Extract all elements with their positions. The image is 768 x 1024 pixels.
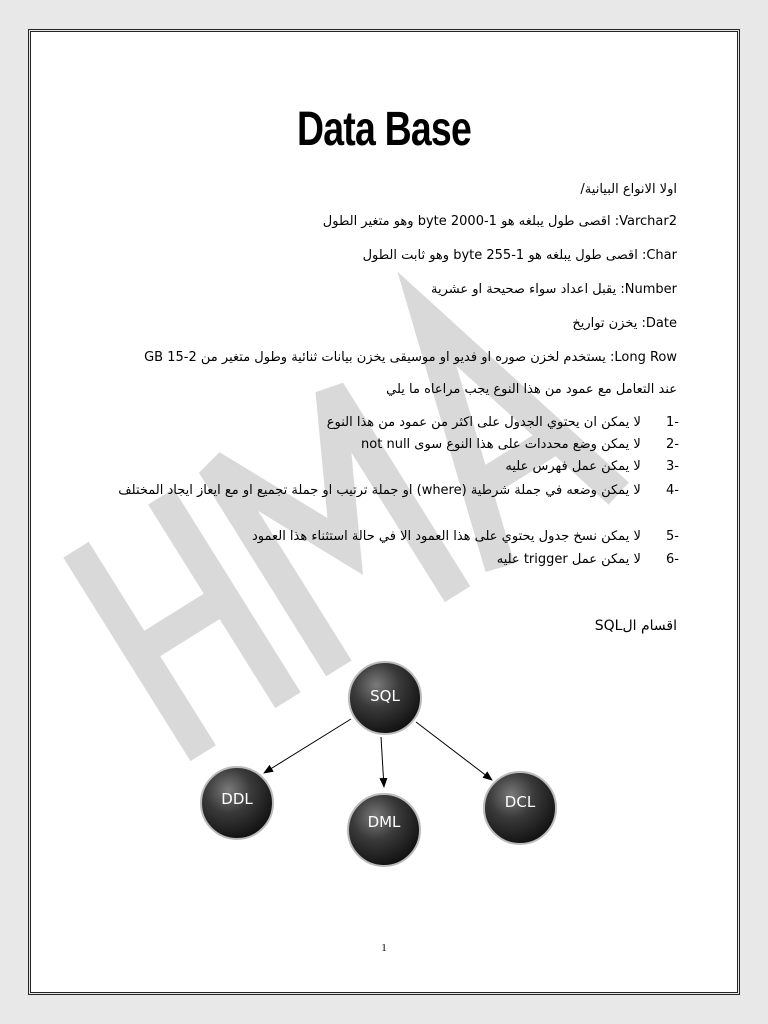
node-dcl: [484, 772, 556, 844]
sql-diagram: [31, 32, 738, 993]
arrow-sql-dml: [381, 737, 384, 787]
sql-parts-heading: اقسام الSQL: [594, 618, 677, 634]
type-name: Long Row: [614, 350, 677, 365]
rule-text: لا يمكن وضع محددات على هذا النوع سوى not null: [361, 437, 641, 452]
rule-number: -2: [666, 437, 679, 452]
types-heading: اولا الانواع البيانية/: [580, 182, 677, 197]
type-name: Number: [624, 282, 677, 297]
type-name: Varchar2: [619, 214, 677, 229]
type-name: Char: [646, 248, 677, 263]
node-ddl-label: DDL: [221, 790, 253, 808]
rule-text: لا يمكن نسخ جدول يحتوي على هذا العمود الا في حالة استثناء هذا العمود: [251, 529, 641, 544]
rules-intro: عند التعامل مع عمود من هذا النوع يجب مراعاه ما يلي: [386, 382, 677, 397]
page-number: 1: [381, 942, 387, 954]
node-dcl-label: DCL: [504, 793, 536, 811]
rule-number: -3: [666, 459, 679, 474]
document-page: [30, 31, 738, 993]
rule-number: -5: [666, 529, 679, 544]
node-dml-label: DML: [367, 813, 401, 831]
rule-number: -1: [666, 415, 679, 430]
type-desc: : اقصى طول يبلغه هو 1-255 byte وهو ثابت الطول: [362, 248, 647, 263]
rule-number: -6: [666, 552, 679, 567]
rule-text: لا يمكن عمل فهرس عليه: [505, 459, 641, 474]
node-ddl: [201, 767, 273, 839]
type-desc: : يخزن تواريخ: [572, 316, 646, 331]
rule-text: لا يمكن وضعه في جملة شرطية (where) او جملة ترتيب او جملة تجميع او مع ايعاز ايجاد المختلف: [118, 483, 641, 498]
page-title: Data Base: [296, 103, 472, 156]
type-desc: : يقبل اعداد سواء صحيحة او عشرية: [430, 282, 625, 297]
rule-text: لا يمكن عمل trigger عليه: [496, 552, 641, 567]
node-sql-label: SQL: [370, 687, 400, 705]
node-dml: [348, 794, 420, 866]
type-desc: : اقصى طول يبلغه هو 1-2000 byte وهو متغير الطول: [322, 214, 620, 229]
node-sql: [349, 662, 421, 734]
type-name: Date: [645, 316, 677, 331]
arrow-sql-dcl: [416, 722, 492, 780]
rule-number: -4: [666, 483, 679, 498]
arrow-sql-ddl: [264, 719, 351, 773]
type-desc: : يستخدم لخزن صوره او فديو او موسيقى يخزن بيانات ثنائية وطول متغير من 2-15 GB: [144, 350, 615, 365]
rule-text: لا يمكن ان يحتوي الجدول على اكثر من عمود من هذا النوع: [326, 415, 641, 430]
